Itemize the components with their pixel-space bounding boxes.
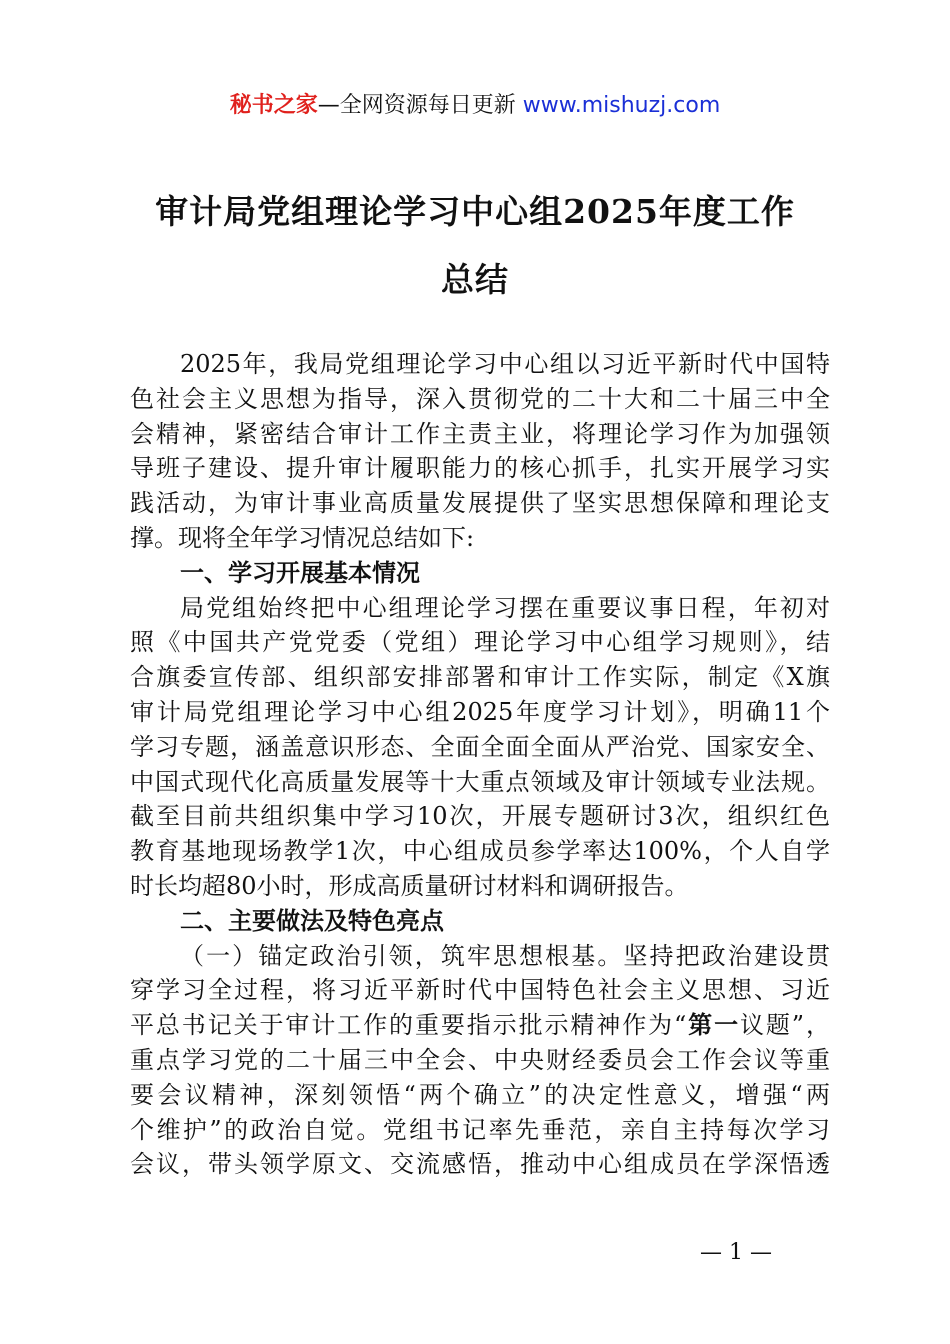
paragraph-line: 践活动，为审计事业高质量发展提供了坚实思想保障和理论支: [130, 489, 830, 518]
paragraph-line: 学习专题，涵盖意识形态、全面全面全面从严治党、国家安全、: [130, 732, 830, 761]
paragraph-line: 局党组始终把中心组理论学习摆在重要议事日程，年初对: [180, 593, 830, 622]
paragraph-line: 照《中国共产党党委（党组）理论学习中心组学习规则》，结: [130, 628, 830, 657]
brand-name: 秘书之家: [229, 93, 318, 118]
paragraph-line: 重点学习党的二十届三中全会、中央财经委员会工作会议等重: [130, 1045, 830, 1074]
paragraph-line: 2025年，我局党组理论学习中心组以习近平新时代中国特: [180, 350, 830, 378]
paragraph-line: 导班子建设、提升审计履职能力的核心抓手，扎实开展学习实: [130, 454, 830, 483]
section-heading-1: 一、学习开展基本情况: [180, 558, 420, 587]
page-number: — 1 —: [700, 1240, 772, 1265]
document-title-line-2: 总结: [441, 260, 509, 299]
text-segment: 平总书记关于审计工作的重要指示批示精神作为“: [130, 1011, 687, 1040]
document-title-line-1: 审计局党组理论学习中心组2025年度工作: [155, 192, 795, 231]
paragraph-line: 穿学习全过程，将习近平新时代中国特色社会主义思想、习近: [130, 976, 830, 1005]
site-banner: [0, 88, 950, 119]
bold-text: 第一: [686, 1011, 740, 1040]
paragraph-line: 时长均超80小时，形成高质量研讨材料和调研报告。: [130, 871, 689, 900]
document-body: [130, 347, 830, 1182]
paragraph-line: 撑。现将全年学习情况总结如下:: [130, 523, 475, 552]
paragraph-line: 会精神，紧密结合审计工作主责主业，将理论学习作为加强领: [130, 419, 830, 448]
paragraph-line: 会议，带头领学原文、交流感悟，推动中心组成员在学深悟透: [130, 1150, 830, 1179]
paragraph-line: （一）锚定政治引领，筑牢思想根基。坚持把政治建设贯: [180, 941, 830, 970]
paragraph-line: 个维护”的政治自觉。党组书记率先垂范，亲自主持每次学习: [130, 1115, 830, 1144]
paragraph-line: 截至目前共组织集中学习10次，开展专题研讨3次，组织红色: [130, 802, 830, 831]
paragraph-line: 审计局党组理论学习中心组2025年度学习计划》，明确11个: [130, 697, 830, 726]
paragraph-line: 色社会主义思想为指导，深入贯彻党的二十大和二十届三中全: [130, 384, 830, 413]
banner-slogan: —全网资源每日更新: [317, 93, 523, 118]
paragraph-line: 要会议精神，深刻领悟“两个确立”的决定性意义，增强“两: [130, 1080, 830, 1109]
paragraph-line: [130, 1008, 830, 1043]
paragraph-line: 合旗委宣传部、组织部安排部署和审计工作实际，制定《X旗: [130, 663, 830, 692]
site-url-link[interactable]: www.mishuzj.com: [522, 93, 721, 118]
text-segment: 议题”，: [740, 1011, 830, 1040]
section-heading-2: 二、主要做法及特色亮点: [180, 906, 444, 935]
paragraph-line: 教育基地现场教学1次，中心组成员参学率达100%，个人自学: [130, 837, 830, 866]
paragraph-line: 中国式现代化高质量发展等十大重点领域及审计领域专业法规。: [130, 767, 830, 796]
